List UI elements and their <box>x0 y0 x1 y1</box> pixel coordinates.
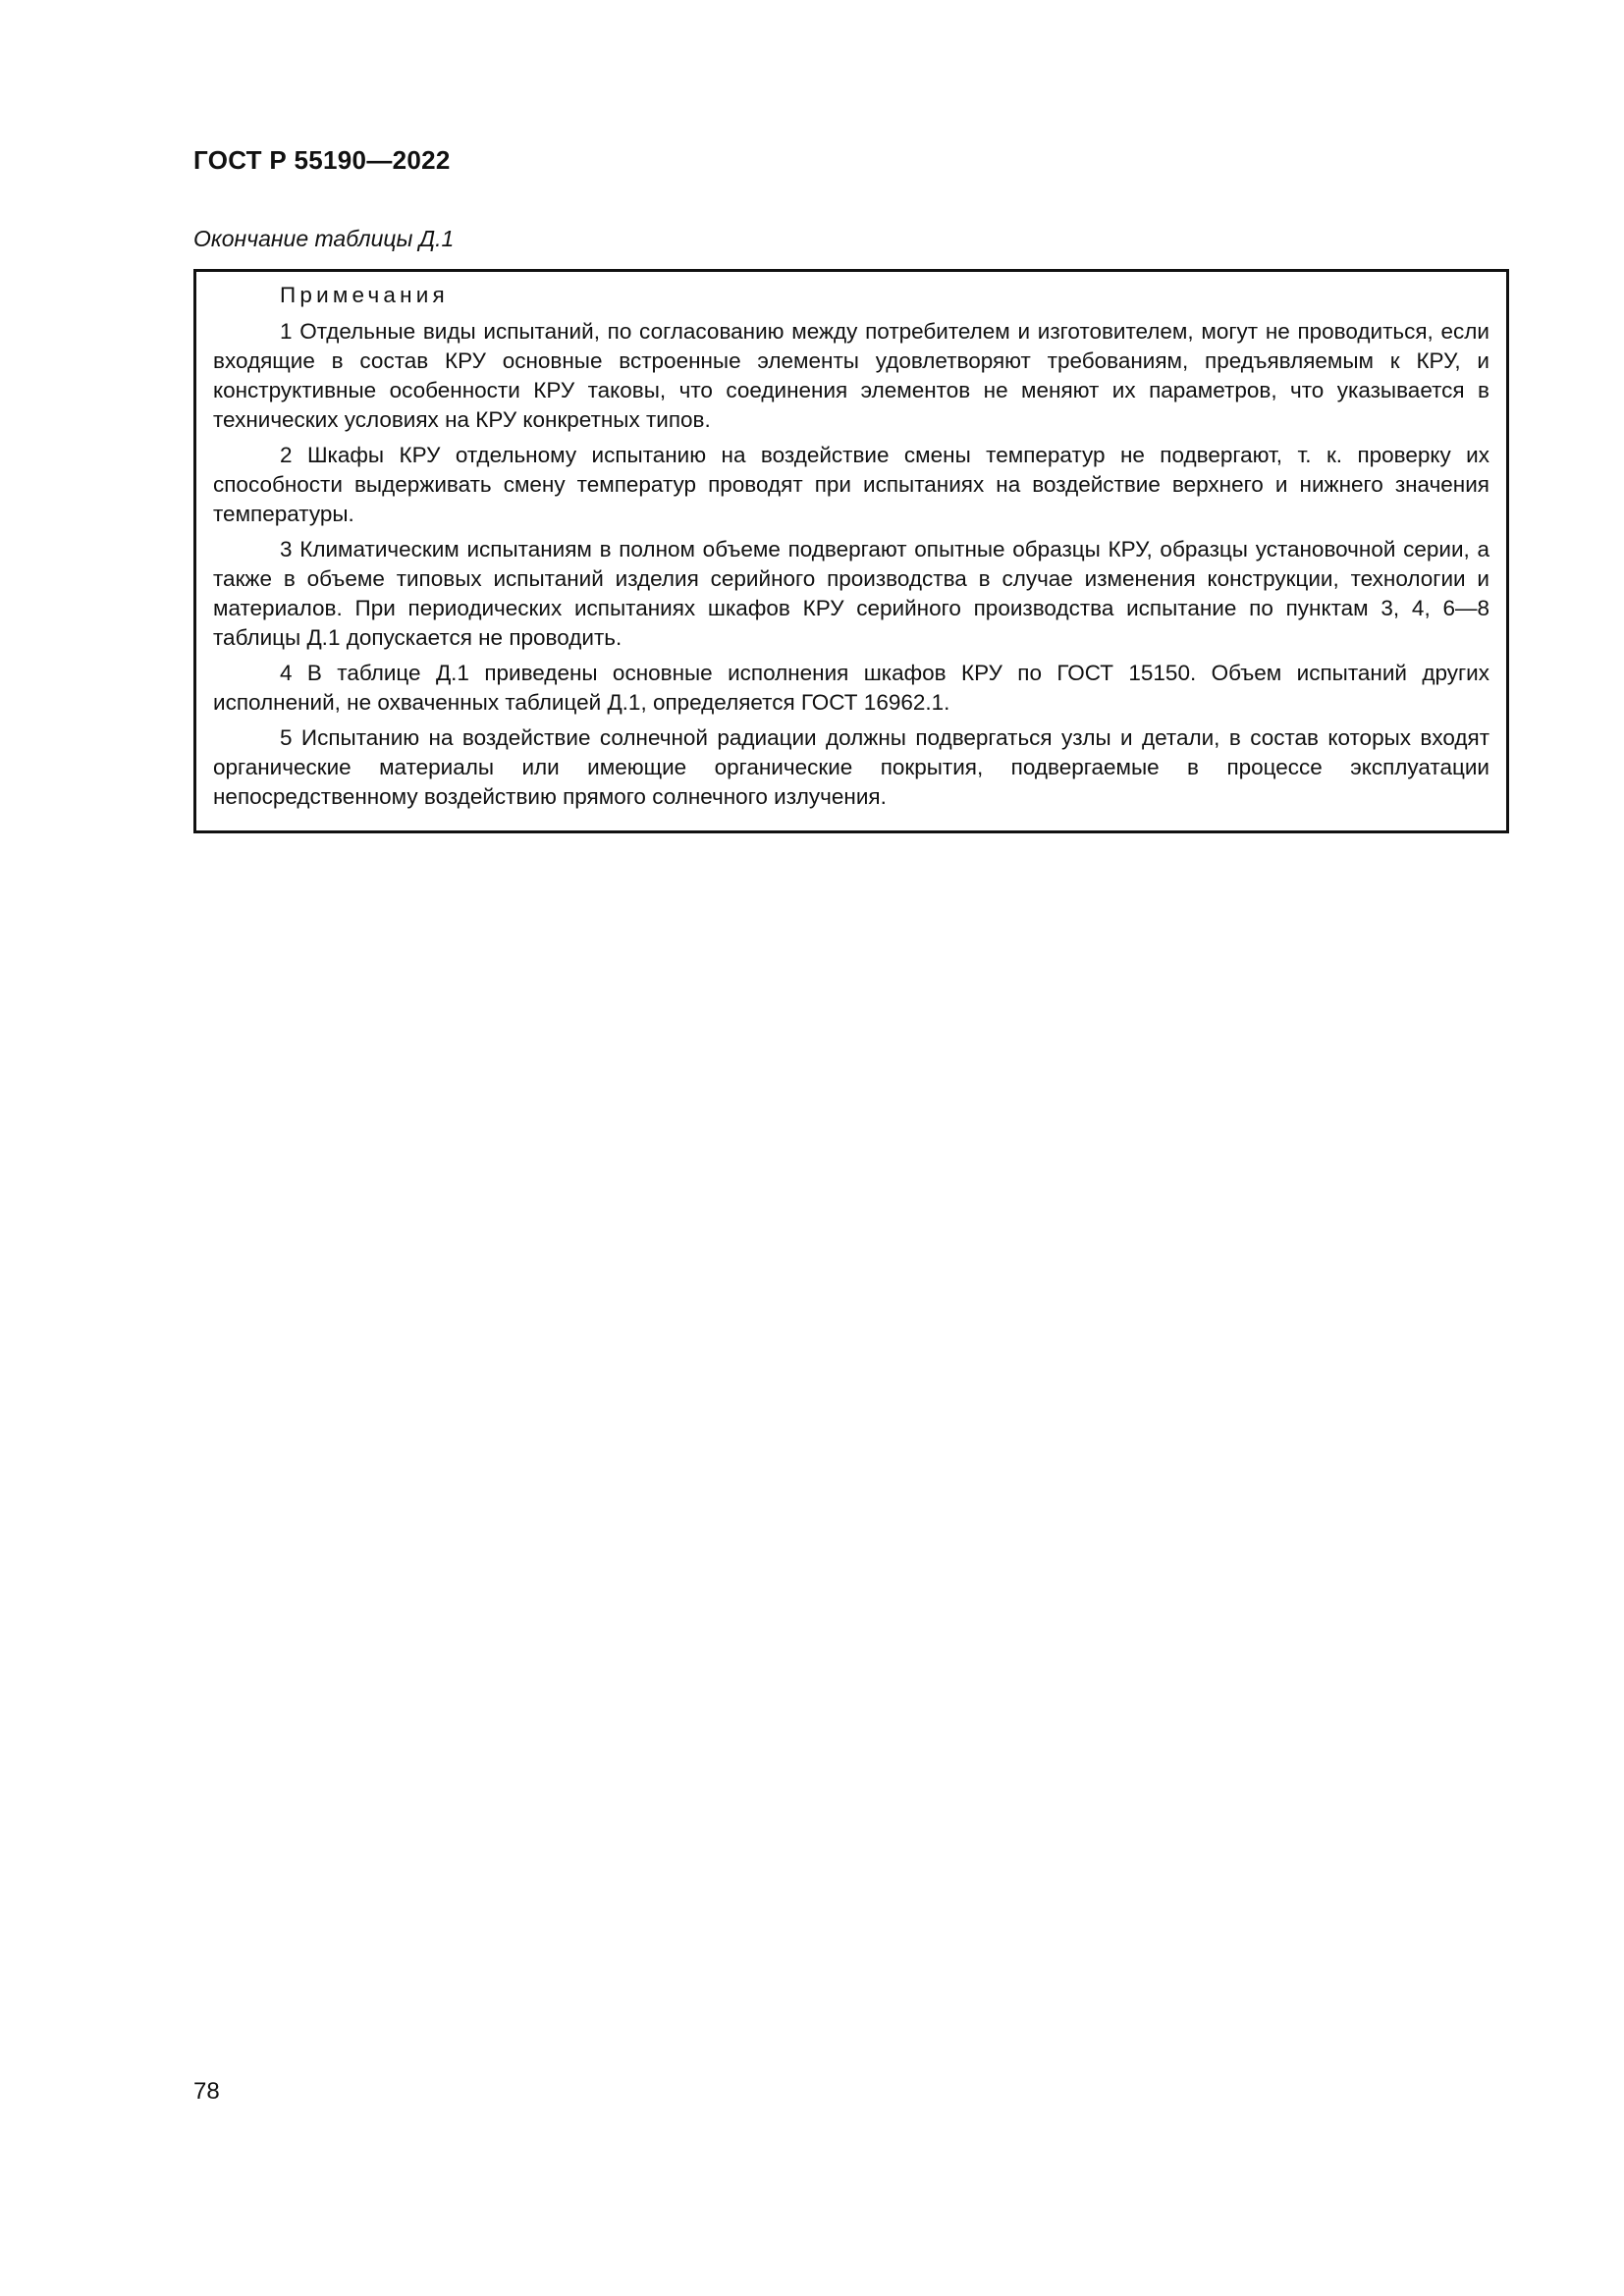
note-item-5: 5 Испытанию на воздействие солнечной радиации должны подвергаться узлы и детали, в состав которых входят органические материалы или имеющие органические покрытия, подвергаемые в процессе эксплуатации непосредственному воздействию прямого солнечного излучения. <box>213 725 1489 809</box>
notes-heading: Примечания <box>280 283 449 307</box>
notes-table <box>193 269 1509 833</box>
note-item-2: 2 Шкафы КРУ отдельному испытанию на воздействие смены температур не подвергают, т. к. проверку их способности выдерживать смену температур проводят при испытаниях на воздействие верхнего и нижнего значения температуры. <box>213 443 1489 526</box>
table-caption: Окончание таблицы Д.1 <box>193 226 455 251</box>
document-header: ГОСТ Р 55190—2022 <box>193 145 451 175</box>
note-item-4: 4 В таблице Д.1 приведены основные исполнения шкафов КРУ по ГОСТ 15150. Объем испытаний других исполнений, не охваченных таблицей Д.1, определяется ГОСТ 16962.1. <box>213 661 1489 715</box>
note-item-1: 1 Отдельные виды испытаний, по согласованию между потребителем и изготовителем, могут не проводиться, если входящие в состав КРУ основные встроенные элементы удовлетворяют требованиям, предъявляемым к КРУ, и конструктивные особенности КРУ таковы, что соединения элементов не меняют их параметров, что указывается в технических условиях на КРУ конкретных типов. <box>213 319 1489 432</box>
note-item-3: 3 Климатическим испытаниям в полном объеме подвергают опытные образцы КРУ, образцы установочной серии, а также в объеме типовых испытаний изделия серийного производства в случае изменения конструкции, технологии и материалов. При периодических испытаниях шкафов КРУ серийного производства испытание по пунктам 3, 4, 6—8 таблицы Д.1 допускается не проводить. <box>213 537 1489 650</box>
page-number: 78 <box>193 2078 220 2105</box>
